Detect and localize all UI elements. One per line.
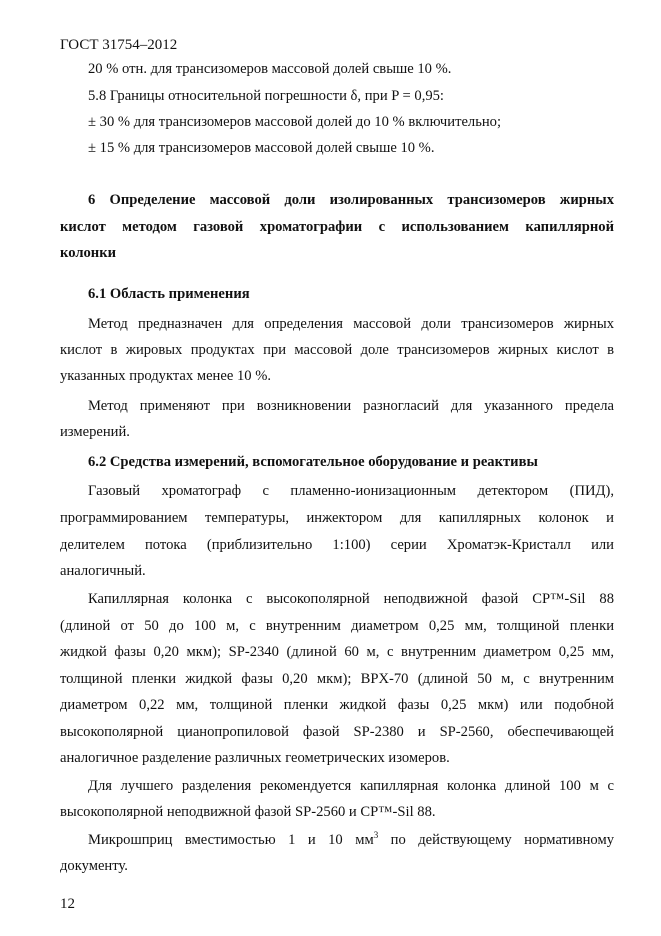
page-number: 12 [60,896,75,912]
paragraph-line: (длиной от 50 до 100 м, с внутренним диаметром 0,25 мм, толщиной пленки [60,618,614,634]
subsection-heading: 6.1 Область применения [88,286,250,302]
paragraph-line: Капиллярная колонка с высокополярной неподвижной фазой CP™-Sil 88 [88,591,614,607]
paragraph-line: аналогичный. [60,563,146,579]
section-title: 6 Определение массовой доли изолированных трансизомеров жирных [88,192,614,208]
paragraph-line: аналогичное разделение различных геометрических изомеров. [60,750,450,766]
paragraph-line: указанных продуктах менее 10 %. [60,368,272,384]
paragraph-line: толщиной пленки жидкой фазы 0,20 мкм); BPX-70 (длиной 50 м, с внутренним [60,671,614,687]
paragraph-line: делителем потока (приблизительно 1:100) серии Хроматэк-Кристалл или [60,537,614,553]
document-header: ГОСТ 31754–2012 [60,37,178,53]
paragraph-line: документу. [60,858,128,874]
paragraph-line: Газовый хроматограф с пламенно-ионизационным детектором (ПИД), [88,483,614,499]
section-title: колонки [60,245,117,261]
paragraph-line: кислот в жировых продуктах при массовой доле трансизомеров жирных кислот в [60,342,614,358]
text-line: ± 30 % для трансизомеров массовой долей до 10 % включительно; [88,114,502,130]
text-line: 5.8 Границы относительной погрешности δ, при P = 0,95: [88,88,444,104]
paragraph-line: Метод применяют при возникновении разногласий для указанного предела [88,398,614,414]
subsection-heading: 6.2 Средства измерений, вспомогательное оборудование и реактивы [88,454,538,470]
paragraph-line: высокополярной неподвижной фазой SP-2560 и CP™-Sil 88. [60,804,436,820]
paragraph-line: программированием температуры, инжектором для капиллярных колонок и [60,510,614,526]
superscript: 3 [373,830,379,841]
text-fragment: Микрошприц вместимостью 1 и 10 мм [88,832,374,848]
paragraph-line: жидкой фазы 0,20 мкм); SP-2340 (длиной 60 м, с внутренним диаметром 0,25 мм, [60,644,614,660]
paragraph-line: Для лучшего разделения рекомендуется капиллярная колонка длиной 100 м с [88,778,614,794]
paragraph-line-with-superscript [88,830,614,848]
text-fragment: по действующему нормативному [378,832,614,848]
section-title: кислот методом газовой хроматографии с использованием капиллярной [60,219,614,235]
paragraph-line: измерений. [60,424,130,440]
paragraph-line: Метод предназначен для определения массовой доли трансизомеров жирных [88,316,614,332]
paragraph-line: диаметром 0,22 мм, толщиной пленки жидкой фазы 0,25 мкм) или подобной [60,697,614,713]
text-line: 20 % отн. для трансизомеров массовой долей свыше 10 %. [88,61,452,77]
text-line: ± 15 % для трансизомеров массовой долей свыше 10 %. [88,140,435,156]
paragraph-line: высокополярной цианопропиловой фазой SP-2380 и SP-2560, обеспечивающей [60,724,614,740]
